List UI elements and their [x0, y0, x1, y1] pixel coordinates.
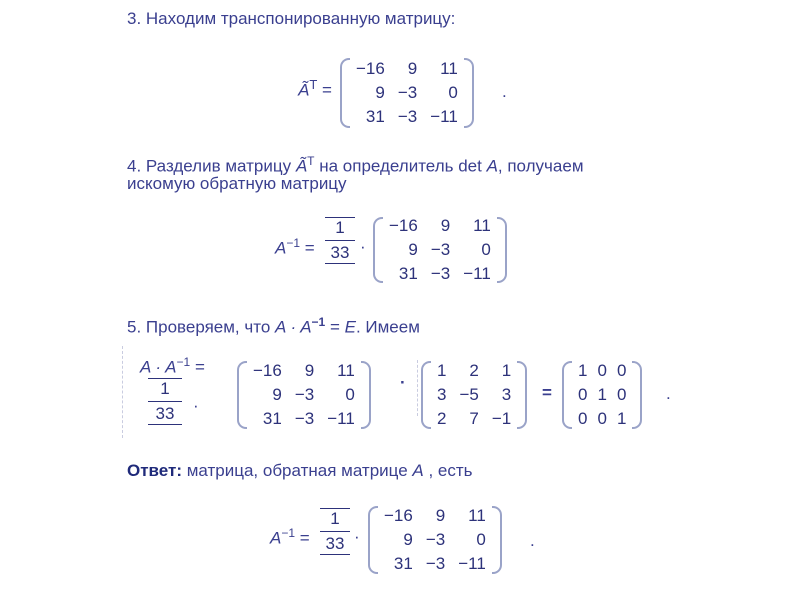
matrix-cell: 1 — [437, 361, 447, 380]
matrix-cell: 7 — [469, 409, 479, 428]
fraction-denominator: 33 — [330, 243, 350, 262]
step5-trail: . — [666, 384, 671, 403]
matrix-left-bracket — [562, 361, 572, 429]
step4-lhs-symbol: A — [275, 238, 287, 258]
step4-dot: · — [360, 237, 366, 256]
step5-heading-symbol: E — [344, 317, 356, 337]
matrix-right-bracket — [632, 361, 642, 429]
matrix-cell: 2 — [469, 361, 479, 380]
matrix-left-bracket — [373, 217, 383, 283]
matrix-cell: 3 — [437, 385, 447, 404]
matrix-cell: 9 — [272, 385, 282, 404]
step4-heading-text: на определитель det — [314, 156, 487, 176]
dashed-guide — [122, 346, 123, 438]
matrix-cell: 31 — [398, 264, 418, 283]
matrix-cell: 9 — [408, 240, 418, 259]
matrix-cell: 11 — [440, 59, 458, 78]
step4-heading-line2 — [127, 173, 347, 195]
matrix-left-bracket — [421, 361, 431, 429]
step5-equals: = — [542, 383, 552, 402]
step5-lhs-expression: A · A — [140, 357, 177, 377]
step4-heading-sup: T — [307, 154, 315, 168]
step4-equals: = — [304, 238, 315, 258]
step5-heading-text: 5. Проверяем, что — [127, 317, 276, 337]
step3-lhs-symbol: Ã — [298, 80, 310, 100]
step4-heading-text: 4. Разделив матрицу — [127, 156, 296, 176]
step4-matrix — [373, 215, 507, 285]
matrix-cell: −16 — [389, 216, 418, 235]
answer-trail: . — [530, 531, 535, 550]
matrix-cell: 1 — [501, 361, 512, 380]
matrix-cell: 0 — [616, 361, 627, 380]
matrix-cell: −3 — [397, 107, 418, 126]
matrix-cell: −11 — [458, 554, 486, 573]
fraction-numerator: 1 — [335, 218, 345, 237]
fraction-underline — [148, 424, 182, 425]
step5-matrix-2 — [421, 360, 527, 430]
step5-fraction — [148, 378, 182, 425]
matrix-cell: −1 — [491, 409, 512, 428]
step3-lhs — [298, 77, 332, 101]
matrix-cell: 0 — [345, 385, 355, 404]
step4-heading-text: искомую обратную матрицу — [127, 174, 347, 193]
matrix-left-bracket — [237, 361, 247, 429]
fraction-underline — [325, 263, 355, 264]
step5-heading-text: = — [325, 317, 345, 337]
answer-equals: = — [299, 528, 310, 548]
matrix-cell: 9 — [304, 361, 315, 380]
matrix-left-bracket — [368, 506, 378, 574]
step3-lhs-sup: T — [309, 77, 318, 92]
matrix-cell: 0 — [448, 83, 458, 102]
matrix-cell: −5 — [459, 385, 479, 404]
answer-heading — [127, 460, 473, 482]
answer-lhs-symbol: A — [270, 528, 282, 548]
fraction-numerator: 1 — [160, 379, 170, 398]
matrix-cell: −11 — [430, 107, 458, 126]
matrix-right-bracket — [517, 361, 527, 429]
matrix-cell: 0 — [481, 240, 491, 259]
matrix-cell: 0 — [597, 361, 607, 380]
matrix-right-bracket — [497, 217, 507, 283]
matrix-cell: 0 — [616, 385, 627, 404]
matrix-cell: −11 — [463, 264, 491, 283]
matrix-right-bracket — [361, 361, 371, 429]
matrix-grid — [350, 58, 464, 128]
answer-symbol: A — [412, 461, 424, 480]
step3-trail: . — [502, 82, 507, 101]
matrix-cell: 11 — [473, 216, 491, 235]
step5-heading-expression: A · A — [275, 317, 312, 337]
matrix-cell: −3 — [294, 409, 315, 428]
step5-matrix-3 — [562, 360, 642, 430]
fraction-denominator: 33 — [325, 534, 345, 553]
matrix-cell: 9 — [440, 216, 451, 235]
matrix-left-bracket — [340, 58, 350, 128]
step5-heading-text: . Имеем — [355, 317, 420, 337]
answer-matrix — [368, 505, 502, 575]
step4-heading-symbol: Ã — [295, 156, 308, 176]
step4-fraction — [325, 217, 355, 264]
step4-lhs — [275, 236, 315, 259]
fraction-numerator: 1 — [330, 509, 340, 528]
matrix-cell: 1 — [578, 361, 588, 380]
step5-fraction-dot: · — [193, 396, 199, 415]
matrix-cell: 9 — [407, 59, 418, 78]
fraction-bar — [148, 401, 182, 402]
step3-equals: = — [322, 80, 332, 100]
matrix-grid — [572, 360, 632, 430]
matrix-cell: −16 — [384, 506, 413, 525]
matrix-cell: 9 — [403, 530, 413, 549]
matrix-cell: −16 — [253, 361, 282, 380]
matrix-cell: −3 — [294, 385, 315, 404]
step5-lhs-equals: = — [194, 357, 205, 377]
matrix-cell: 11 — [468, 506, 486, 525]
matrix-cell: 11 — [337, 361, 355, 380]
matrix-cell: 9 — [375, 83, 385, 102]
answer-lhs-sup: −1 — [281, 526, 296, 540]
step3-matrix — [340, 58, 474, 128]
matrix-cell: 0 — [578, 385, 588, 404]
step4-heading-text: , получаем — [497, 156, 584, 176]
answer-dot: · — [354, 527, 360, 546]
step5-heading-sup: −1 — [311, 315, 326, 329]
matrix-cell: −3 — [425, 530, 446, 549]
step5-lhs — [140, 355, 205, 378]
matrix-cell: 1 — [616, 409, 627, 428]
matrix-cell: −3 — [430, 264, 451, 283]
matrix-grid — [431, 360, 517, 430]
fraction-underline — [320, 554, 350, 555]
matrix-cell: 3 — [501, 385, 512, 404]
step4-lhs-sup: −1 — [286, 236, 301, 250]
matrix-cell: −11 — [327, 409, 355, 428]
step5-lhs-sup: −1 — [176, 355, 191, 369]
dashed-guide — [417, 360, 418, 416]
matrix-cell: 31 — [262, 409, 282, 428]
matrix-cell: 0 — [578, 409, 588, 428]
answer-fraction — [320, 508, 350, 555]
matrix-grid — [247, 360, 361, 430]
answer-text: матрица, обратная матрице — [182, 461, 413, 480]
matrix-grid — [378, 505, 492, 575]
matrix-cell: −3 — [425, 554, 446, 573]
step4-heading-symbol: A — [486, 156, 498, 176]
step5-mult-dot: · — [400, 373, 406, 392]
matrix-right-bracket — [492, 506, 502, 574]
answer-label: Ответ: — [127, 461, 182, 480]
step5-matrix-1 — [237, 360, 371, 430]
matrix-cell: −16 — [356, 59, 385, 78]
matrix-cell: 1 — [597, 385, 607, 404]
fraction-bar — [320, 531, 350, 532]
matrix-cell: 9 — [435, 506, 446, 525]
step3-heading — [127, 8, 455, 30]
matrix-cell: 0 — [597, 409, 607, 428]
matrix-cell: 31 — [393, 554, 413, 573]
matrix-cell: −3 — [430, 240, 451, 259]
answer-text: , есть — [423, 461, 473, 480]
matrix-grid — [383, 215, 497, 285]
matrix-cell: 31 — [365, 107, 385, 126]
step3-heading-text: 3. Находим транспонированную матрицу: — [127, 9, 456, 28]
step5-heading — [127, 311, 420, 339]
matrix-cell: 2 — [437, 409, 447, 428]
matrix-cell: −3 — [397, 83, 418, 102]
matrix-cell: 0 — [476, 530, 486, 549]
fraction-bar — [325, 240, 355, 241]
answer-lhs — [270, 526, 310, 549]
matrix-right-bracket — [464, 58, 474, 128]
fraction-denominator: 33 — [155, 404, 175, 423]
